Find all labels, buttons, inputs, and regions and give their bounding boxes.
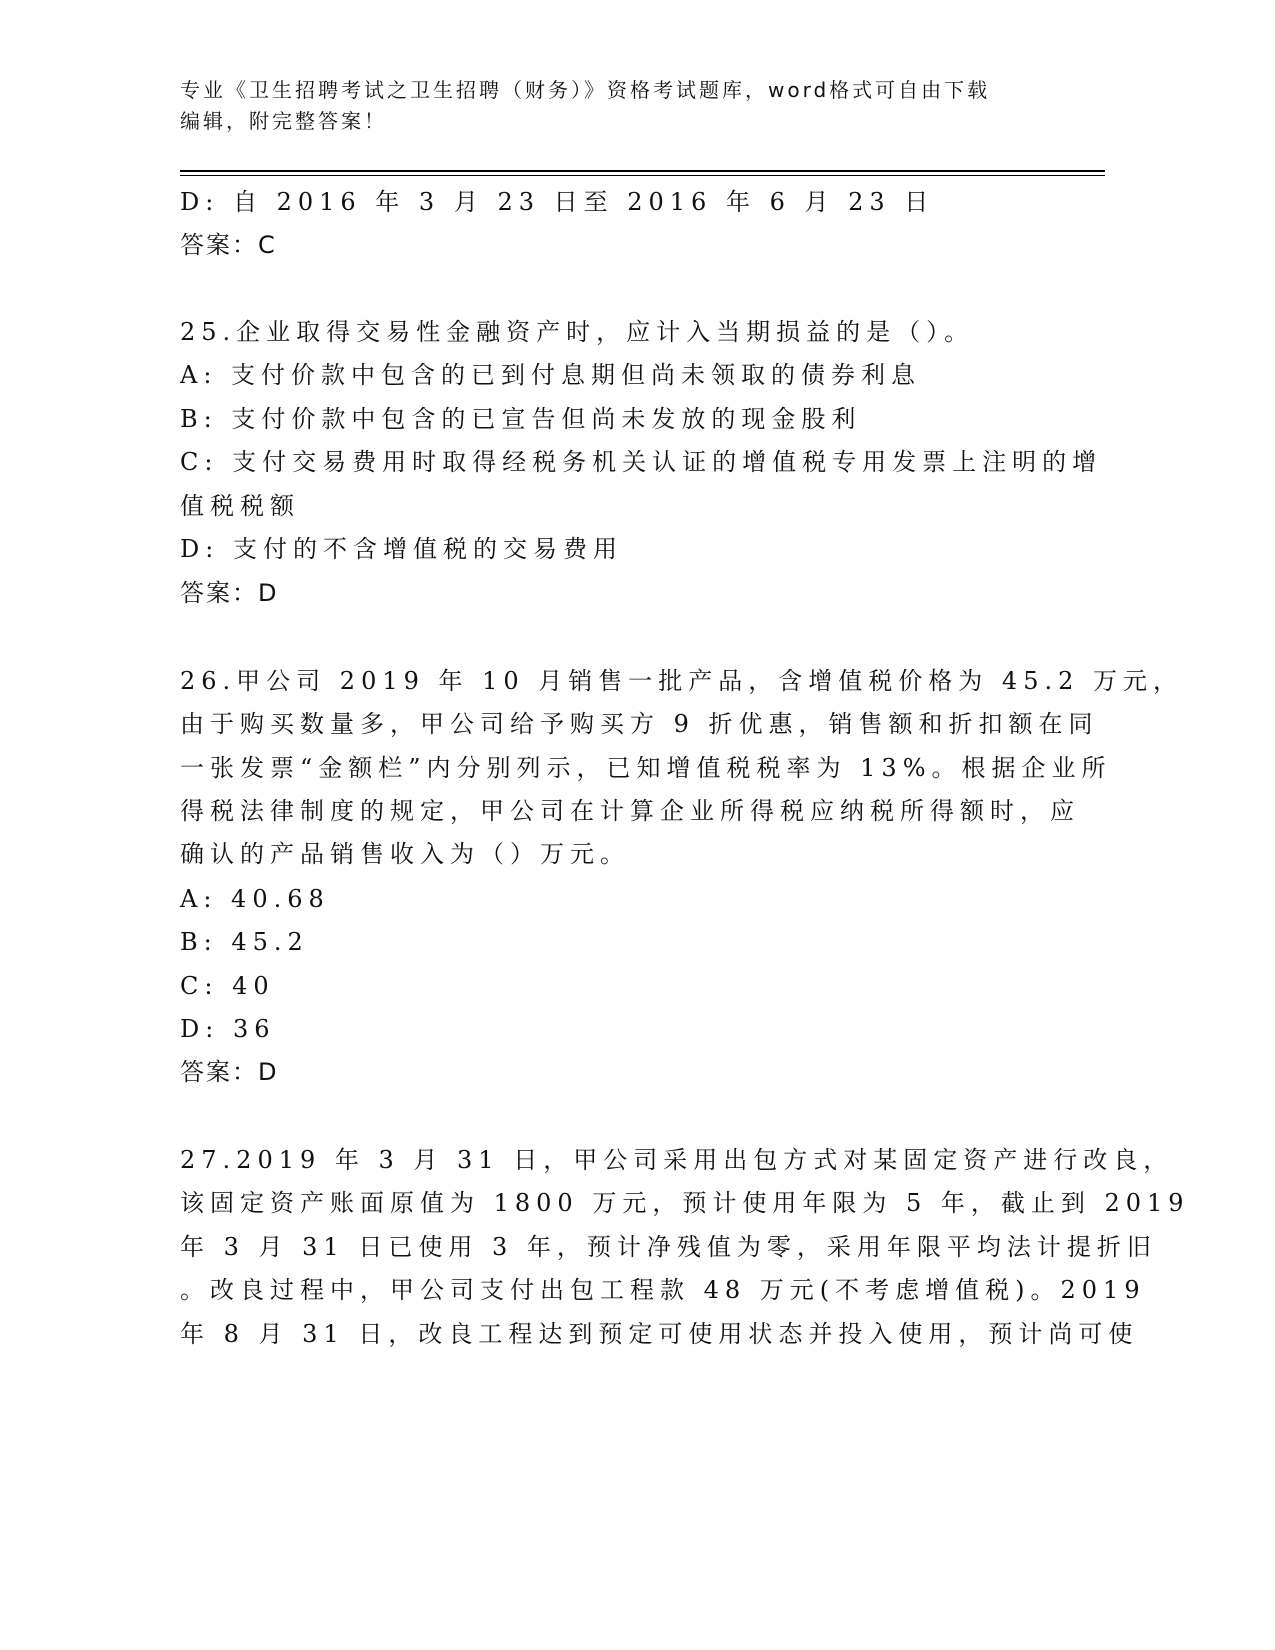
q26-option-c: C: 40: [180, 972, 275, 1000]
q25-option-c: C: 支付交易费用时取得经税务机关认证的增值税专用发票上注明的增: [180, 448, 1103, 476]
q25-stem: 25.企业取得交易性金融资产时，应计入当期损益的是（）。: [180, 318, 975, 346]
q26-option-d: D: 36: [180, 1015, 276, 1043]
q26-option-b: B: 45.2: [180, 928, 309, 956]
q27-stem-3: 年 3 月 31 日已使用 3 年，预计净残值为零，采用年限平均法计提折旧: [180, 1233, 1157, 1261]
q25-option-b: B: 支付价款中包含的已宣告但尚未发放的现金股利: [180, 405, 862, 433]
q27-stem-5: 年 8 月 31 日，改良工程达到预定可使用状态并投入使用，预计尚可使: [180, 1320, 1139, 1348]
q27-stem-4: 。改良过程中，甲公司支付出包工程款 48 万元(不考虑增值税)。2019: [180, 1276, 1146, 1304]
q26-stem-2: 由于购买数量多，甲公司给予购买方 9 折优惠，销售额和折扣额在同: [180, 710, 1099, 738]
q25-option-d: D: 支付的不含增值税的交易费用: [180, 535, 623, 563]
header-divider: [180, 170, 1105, 172]
header-title: 专业《卫生招聘考试之卫生招聘（财务）》资格考试题库，word格式可自由下载: [180, 78, 991, 102]
q26-answer: 答案：D: [180, 1058, 279, 1086]
q26-option-a: A: 40.68: [180, 885, 330, 913]
header-subtitle: 编辑，附完整答案！: [180, 109, 387, 133]
prev-answer: 答案：C: [180, 231, 277, 259]
q25-option-a: A: 支付价款中包含的已到付息期但尚未领取的债券利息: [180, 361, 922, 389]
q26-stem-5: 确认的产品销售收入为（）万元。: [180, 840, 630, 868]
prev-option-d: D: 自 2016 年 3 月 23 日至 2016 年 6 月 23 日: [180, 188, 935, 216]
q26-stem-1: 26.甲公司 2019 年 10 月销售一批产品，含增值税价格为 45.2 万元，: [180, 667, 1183, 695]
q27-stem-1: 27.2019 年 3 月 31 日，甲公司采用出包方式对某固定资产进行改良，: [180, 1146, 1174, 1174]
q25-option-c-cont: 值税税额: [180, 492, 300, 520]
q27-stem-2: 该固定资产账面原值为 1800 万元，预计使用年限为 5 年，截止到 2019: [180, 1189, 1190, 1217]
q26-stem-4: 得税法律制度的规定，甲公司在计算企业所得税应纳税所得额时，应: [180, 797, 1080, 825]
q26-stem-3: 一张发票“金额栏”内分别列示，已知增值税税率为 13%。根据企业所: [180, 754, 1112, 782]
header-divider-thin: [180, 175, 1105, 176]
q25-answer: 答案：D: [180, 579, 279, 607]
